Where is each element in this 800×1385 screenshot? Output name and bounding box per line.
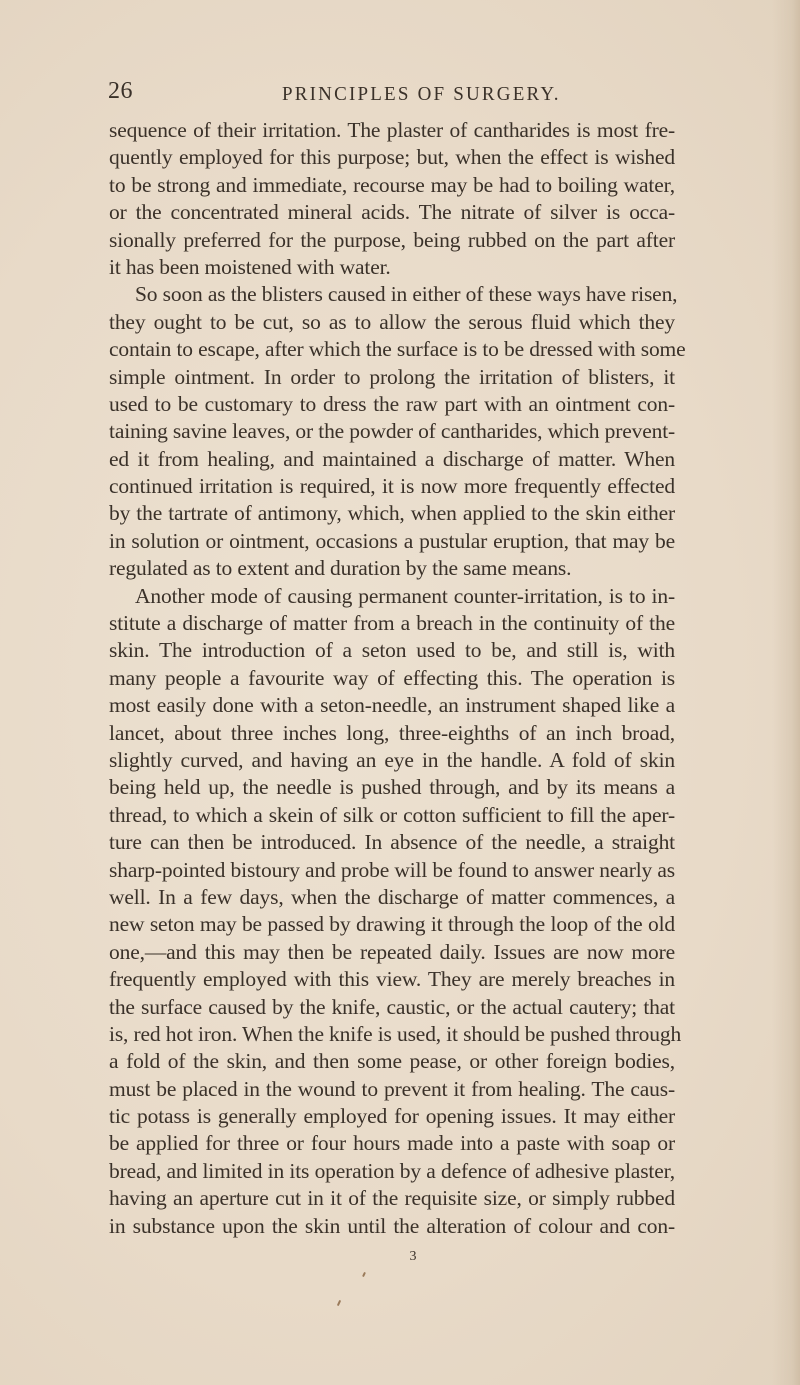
paper-speck <box>362 1272 366 1277</box>
text-line: continued irritation is required, it is now more frequently effected <box>109 474 675 499</box>
text-line: stitute a discharge of matter from a breach in the continuity of the <box>109 611 675 636</box>
text-line: being held up, the needle is pushed through, and by its means a <box>109 775 675 800</box>
text-line: sequence of their irritation. The plaster of cantharides is most fre- <box>109 118 675 142</box>
text-line: be applied for three or four hours made into a paste with soap or <box>109 1131 675 1156</box>
text-line: ture can then be introduced. In absence of the needle, a straight <box>109 830 675 855</box>
page-edge-shadow <box>772 0 800 1385</box>
text-line: in solution or ointment, occasions a pustular eruption, that may be <box>109 528 675 553</box>
text-line: by the tartrate of antimony, which, when applied to the skin either <box>109 501 675 526</box>
text-line: regulated as to extent and duration by the same means. <box>109 556 572 581</box>
body-text <box>109 117 686 1240</box>
text-line: lancet, about three inches long, three-eighths of an inch broad, <box>109 720 675 745</box>
text-line: is, red hot iron. When the knife is used, it should be pushed through <box>109 1021 682 1046</box>
text-line: slightly curved, and having an eye in the handle. A fold of skin <box>109 747 675 772</box>
text-line: frequently employed with this view. They are merely breaches in <box>109 967 675 992</box>
text-line: taining savine leaves, or the powder of cantharides, which prevent- <box>109 419 676 444</box>
text-line: contain to escape, after which the surface is to be dressed with some <box>109 337 686 362</box>
text-line: to be strong and immediate, recourse may be had to boiling water, <box>109 172 675 197</box>
running-head <box>0 78 800 108</box>
text-line: must be placed in the wound to prevent it from healing. The caus- <box>109 1076 675 1101</box>
text-line: thread, to which a skein of silk or cotton sufficient to fill the aper- <box>109 802 675 827</box>
text-line: in substance upon the skin until the alteration of colour and con- <box>109 1213 675 1238</box>
paper-speck <box>337 1300 341 1306</box>
text-line: most easily done with a seton-needle, an instrument shaped like a <box>109 693 675 718</box>
text-line: sionally preferred for the purpose, being rubbed on the part after <box>109 227 675 252</box>
text-line: simple ointment. In order to prolong the irritation of blisters, it <box>109 364 675 389</box>
page-number: 26 <box>108 78 133 104</box>
text-line: well. In a few days, when the discharge of matter commences, a <box>109 884 675 909</box>
text-line: tic potass is generally employed for opening issues. It may either <box>109 1104 675 1129</box>
text-line: it has been moistened with water. <box>109 254 391 279</box>
text-line: ed it from healing, and maintained a discharge of matter. When <box>109 446 675 471</box>
text-line: bread, and limited in its operation by a defence of adhesive plaster, <box>109 1158 675 1183</box>
text-line: many people a favourite way of effecting this. The operation is <box>109 665 675 690</box>
text-line: quently employed for this purpose; but, when the effect is wished <box>109 145 675 170</box>
running-title: PRINCIPLES OF SURGERY. <box>282 83 561 106</box>
text-line: one,—and this may then be repeated daily. Issues are now more <box>109 939 675 964</box>
text-line: they ought to be cut, so as to allow the serous fluid which they <box>109 309 675 334</box>
text-line: skin. The introduction of a seton used to be, and still is, with <box>109 638 675 663</box>
text-line: Another mode of causing permanent counter-irritation, is to in- <box>135 583 675 608</box>
text-line: the surface caused by the knife, caustic, or the actual cautery; that <box>109 994 675 1019</box>
signature-mark: 3 <box>409 1249 417 1264</box>
text-line: having an aperture cut in it of the requisite size, or simply rubbed <box>109 1186 675 1211</box>
text-line: used to be customary to dress the raw part with an ointment con- <box>109 391 675 416</box>
text-line: a fold of the skin, and then some pease, or other foreign bodies, <box>109 1049 675 1074</box>
text-line: new seton may be passed by drawing it through the loop of the old <box>109 912 675 937</box>
text-line: or the concentrated mineral acids. The nitrate of silver is occa- <box>109 200 675 225</box>
text-line: So soon as the blisters caused in either of these ways have risen, <box>135 282 678 307</box>
text-line: sharp-pointed bistoury and probe will be found to answer nearly as <box>109 857 675 882</box>
